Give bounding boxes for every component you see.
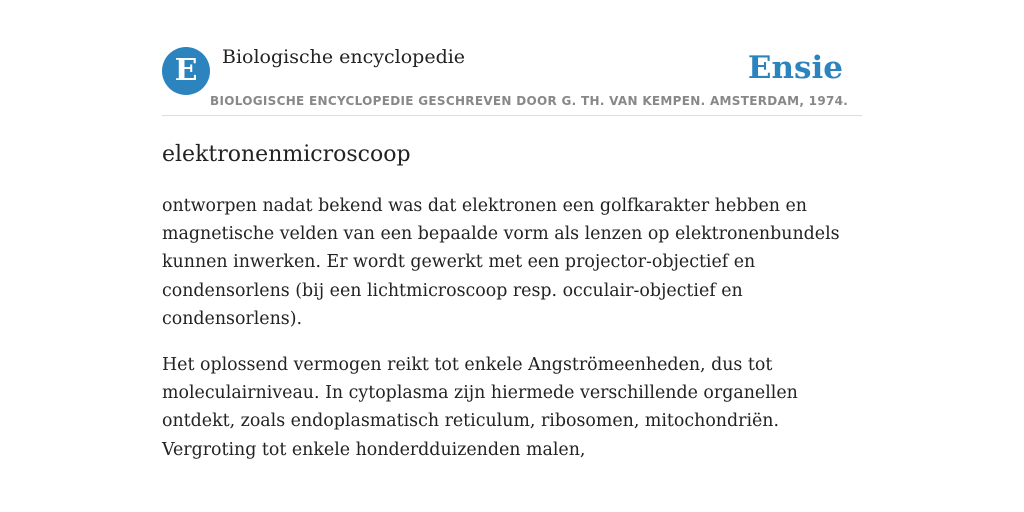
article-paragraph: ontworpen nadat bekend was dat elektronen een golfkarakter hebben en magnetische velden van een bepaalde vorm als lenzen op elektronenbundels kunnen inwerken. Er wordt gewerkt met een projector-objectief en condensorlens (bij een lichtmicroscoop resp. occulair-objectief en condensorlens).	[162, 196, 840, 329]
encyclopedia-logo-icon[interactable]: E	[162, 47, 210, 95]
book-title[interactable]: Biologische encyclopedie	[222, 46, 466, 68]
ensie-brand-logo[interactable]: Ensie	[747, 50, 843, 86]
book-subtitle: BIOLOGISCHE ENCYCLOPEDIE GESCHREVEN DOOR G. TH. VAN KEMPEN. AMSTERDAM, 1974.	[210, 94, 849, 108]
page-container	[162, 0, 862, 464]
article-term: elektronenmicroscoop	[162, 142, 411, 167]
article-paragraph: Het oplossend vermogen reikt tot enkele Angströmeenheden, dus tot moleculairniveau. In cytoplasma zijn hiermede verschillende organellen ontdekt, zoals endoplasmatisch reticulum, ribosomen, mitochondriën. Vergroting tot enkele honderdduizenden malen,	[162, 355, 798, 460]
header	[162, 0, 862, 116]
